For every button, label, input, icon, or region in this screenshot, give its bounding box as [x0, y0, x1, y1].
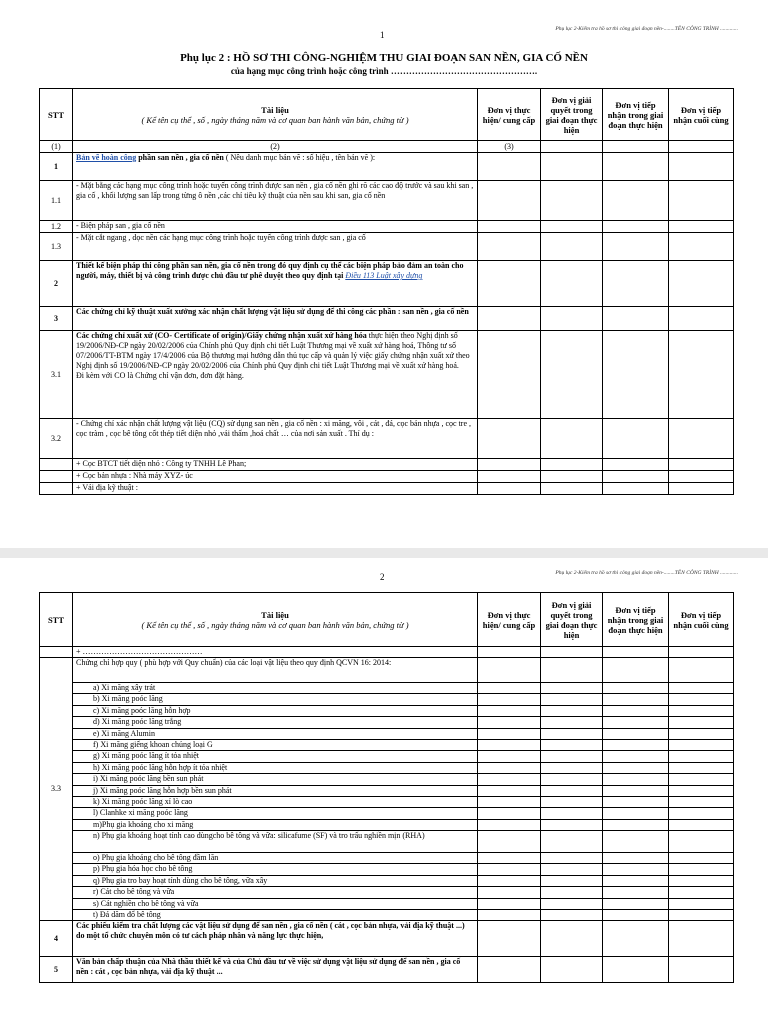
table-row: [40, 419, 734, 459]
row-stt: 5: [40, 957, 73, 983]
table-row: [40, 153, 734, 181]
row-bold-text: phần san nền , gia cố nền: [136, 153, 224, 162]
row-stt: 1.2: [40, 221, 73, 233]
header-document: [73, 593, 478, 647]
list-item: c) Xi măng poóc lăng hỗn hợp: [40, 705, 734, 716]
list-item: a) Xi măng xây trát: [40, 683, 734, 694]
list-item: i) Xi măng poóc lăng bền sun phát: [40, 774, 734, 785]
row-content: + Cọc BTCT tiết diện nhỏ : Công ty TNHH Lê Phan;: [73, 459, 478, 471]
table-row: [40, 459, 734, 471]
row-content: [73, 261, 478, 307]
row-content: - Mặt cắt ngang , dọc nền các hạng mục công trình hoặc tuyến công trình được san , gia cố: [73, 233, 478, 261]
page-title: Phụ lục 2 : HỒ SƠ THI CÔNG-NGHIỆM THU GIAI ĐOẠN SAN NỀN, GIA CỐ NỀN: [180, 52, 588, 64]
list-item: s) Cát nghiền cho bê tông và vữa: [40, 898, 734, 909]
header-resolver: Đơn vị giải quyết trong giai đoạn thực hiện: [541, 593, 603, 647]
row-bold-text: Các chứng chỉ xuất xứ (CO- Certificate of origin)/Giấy chứng nhận xuất xứ hàng hóa: [76, 331, 367, 340]
table-row: [40, 221, 734, 233]
row-bold-text: Thiết kế biện pháp thi công phần san nền, gia cố nền trong đó quy định cụ thể các biện pháp bảo đảm an toàn cho người, máy, thiết bị và công trình được chủ đầu tư phê duyệt theo quy định tại: [76, 261, 464, 280]
row-stt: 3.1: [40, 331, 73, 419]
row-content: Các chứng chỉ kỹ thuật xuất xưởng xác nhận chất lượng vật liệu sử dụng để thi công các phần : san nền , gia cố nền: [73, 307, 478, 331]
list-item: m)Phụ gia khoáng cho xi măng: [40, 819, 734, 830]
row-stt: 4: [40, 921, 73, 957]
table-row: [40, 471, 734, 483]
list-item: d) Xi măng poóc lăng trắng: [40, 717, 734, 728]
col-number: (2): [73, 141, 478, 153]
row-stt: 1.1: [40, 181, 73, 221]
row-stt: 3.2: [40, 419, 73, 459]
list-item: f) Xi măng giếng khoan chủng loại G: [40, 739, 734, 750]
row-content: - Chứng chỉ xác nhận chất lượng vật liệu (CQ) sử dụng san nền , gia cố nền : xi măng, vôi , cát , đá, cọc bản nhựa , cọc tre , cọc tràm , cọc bê tông cốt thép tiết diện nhỏ ,vải thấm ,hoá chất … của nơi sản xuất . Thí dụ :: [73, 419, 478, 459]
page-subtitle: của hạng mục công trình hoặc công trình ………………………………………….: [230, 66, 538, 76]
table-header-row: [40, 89, 734, 141]
row-content: Văn bản chấp thuận của Nhà thầu thiết kế và của Chủ đầu tư về việc sử dụng vật liệu sử dụng để san nền , gia cố nền : cát , cọc bản nhựa, vải địa kỹ thuật ...: [73, 957, 478, 983]
row-note: Đi kèm với CO là Chứng chỉ vận đơn, đơn đặt hàng.: [76, 371, 244, 380]
header-document: [73, 89, 478, 141]
header-stt: STT: [40, 593, 73, 647]
page-number: 1: [380, 30, 385, 40]
table-row: [40, 307, 734, 331]
row-content: [73, 153, 478, 181]
row-content: Chứng chỉ hợp quy ( phù hợp với Quy chuẩn) của các loại vật liệu theo quy định QCVN 16: 2014:: [73, 658, 478, 683]
row-stt: 2: [40, 261, 73, 307]
table-row: [40, 921, 734, 957]
table-row: [40, 647, 734, 658]
table-row: [40, 331, 734, 419]
document-page-2: [0, 558, 768, 1024]
running-header: Phụ lục 2-Kiểm tra hồ sơ thi công giai đoạn nền-........TÊN CÔNG TRÌNH .............: [555, 26, 738, 32]
row-content: - Biện pháp san , gia cố nền: [73, 221, 478, 233]
table-row: [40, 957, 734, 983]
law-article-link[interactable]: Điều 113 Luật xây dựng: [345, 271, 423, 280]
list-item: h) Xi măng poóc lăng hỗn hợp ít tỏa nhiệt: [40, 762, 734, 773]
as-built-drawing-link[interactable]: Bản vẽ hoàn công: [76, 153, 137, 162]
row-text: thực hiện theo Nghị định số 19/2006/NĐ-CP ngày 20/02/2006 của Chính phủ Quy định chi tiết Luật Thương mại về xuất xứ hàng hoá, Thông tư số 07/2006/TT-BTM ngày 17/4/2006 của Bộ thương mại hướng dẫn thủ tục cấp và quản lý việc giấy chứng nhận xuất xứ theo Nghị định số 19/2006/NĐ-CP ngày 20/02/2006 của Chính phủ Quy định chi tiết Luật Thương mại về xuất xứ hàng hoá.: [76, 331, 470, 370]
row-stt: 3.3: [40, 658, 73, 921]
list-item: t) Đá dăm đổ bê tông: [40, 910, 734, 921]
list-item: q) Phụ gia tro bay hoạt tính dùng cho bê tông, vữa xây: [40, 875, 734, 886]
list-item: r) Cát cho bê tông và vữa: [40, 887, 734, 898]
column-number-row: [40, 141, 734, 153]
list-item: b) Xi măng poóc lăng: [40, 694, 734, 705]
row-content: + ………………………………………: [73, 647, 478, 658]
list-item: g) Xi măng poóc lăng ít tỏa nhiệt: [40, 751, 734, 762]
header-document-note: ( Kể tên cụ thể , số , ngày tháng năm và cơ quan ban hành văn bản, chứng từ ): [141, 114, 409, 125]
list-item: k) Xi măng poóc lăng xỉ lò cao: [40, 796, 734, 807]
header-provider: Đơn vị thực hiện/ cung cấp: [478, 89, 541, 141]
header-resolver: Đơn vị giải quyết trong giai đoạn thực hiện: [541, 89, 603, 141]
header-document-label: Tài liệu: [261, 609, 289, 620]
header-final-receiver: Đơn vị tiếp nhận cuối cùng: [669, 593, 734, 647]
table-row: [40, 233, 734, 261]
row-content: + Cọc bản nhựa : Nhà máy XYZ- úc: [73, 471, 478, 483]
running-header: Phụ lục 2-Kiểm tra hồ sơ thi công giai đoạn nền-........TÊN CÔNG TRÌNH .............: [555, 570, 738, 576]
col-number: (3): [478, 141, 541, 153]
page-number: 2: [380, 572, 385, 582]
header-receiver: Đơn vị tiếp nhận trong giai đoạn thực hiện: [603, 593, 669, 647]
document-checklist-table: [39, 592, 734, 983]
row-content: Các phiếu kiểm tra chất lượng các vật liệu sử dụng để san nền , gia cố nền ( cát , cọc bản nhựa, vải địa kỹ thuật ...) do một tổ chức chuyên môn có tư cách pháp nhân và năng lực thực hiện,: [73, 921, 478, 957]
table-row: [40, 181, 734, 221]
list-item: j) Xi măng poóc lăng hỗn hợp bền sun phát: [40, 785, 734, 796]
row-content: + Vải địa kỹ thuật :: [73, 483, 478, 495]
row-content: - Mặt bằng các hạng mục công trình hoặc tuyến công trình được san nền , gia cố nền ghi rõ các cao độ trước và sau khi san , gia cố , khối lượng san lấp trong từng ô nền ,các chỉ tiêu kỹ thuật của nền sau khi san, gia cố nền: [73, 181, 478, 221]
list-item: p) Phụ gia hóa học cho bê tông: [40, 864, 734, 875]
header-provider: Đơn vị thực hiện/ cung cấp: [478, 593, 541, 647]
row-text: ( Nêu danh mục bản vẽ : số hiệu , tên bản vẽ ):: [223, 153, 376, 162]
table-row: [40, 483, 734, 495]
header-receiver: Đơn vị tiếp nhận trong giai đoạn thực hiện: [603, 89, 669, 141]
list-item: l) Clanhke xi măng poóc lăng: [40, 808, 734, 819]
header-final-receiver: Đơn vị tiếp nhận cuối cùng: [669, 89, 734, 141]
list-item: o) Phụ gia khoáng cho bê tông đầm lăn: [40, 853, 734, 864]
table-header-row: [40, 593, 734, 647]
list-item: e) Xi măng Alumin: [40, 728, 734, 739]
col-number: (1): [40, 141, 73, 153]
row-stt: 1.3: [40, 233, 73, 261]
row-stt: 3: [40, 307, 73, 331]
list-item: n) Phụ gia khoáng hoạt tính cao dùngcho bê tông và vữa: silicafume (SF) và tro trấu nghiền mịn (RHA): [40, 831, 734, 853]
header-stt: STT: [40, 89, 73, 141]
row-content: [73, 331, 478, 419]
header-document-label: Tài liệu: [261, 104, 289, 115]
table-row: [40, 261, 734, 307]
table-row: [40, 658, 734, 683]
header-document-note: ( Kể tên cụ thể , số , ngày tháng năm và cơ quan ban hành văn bản, chứng từ ): [141, 619, 409, 630]
document-checklist-table: [39, 88, 734, 495]
row-stt: 1: [40, 153, 73, 181]
